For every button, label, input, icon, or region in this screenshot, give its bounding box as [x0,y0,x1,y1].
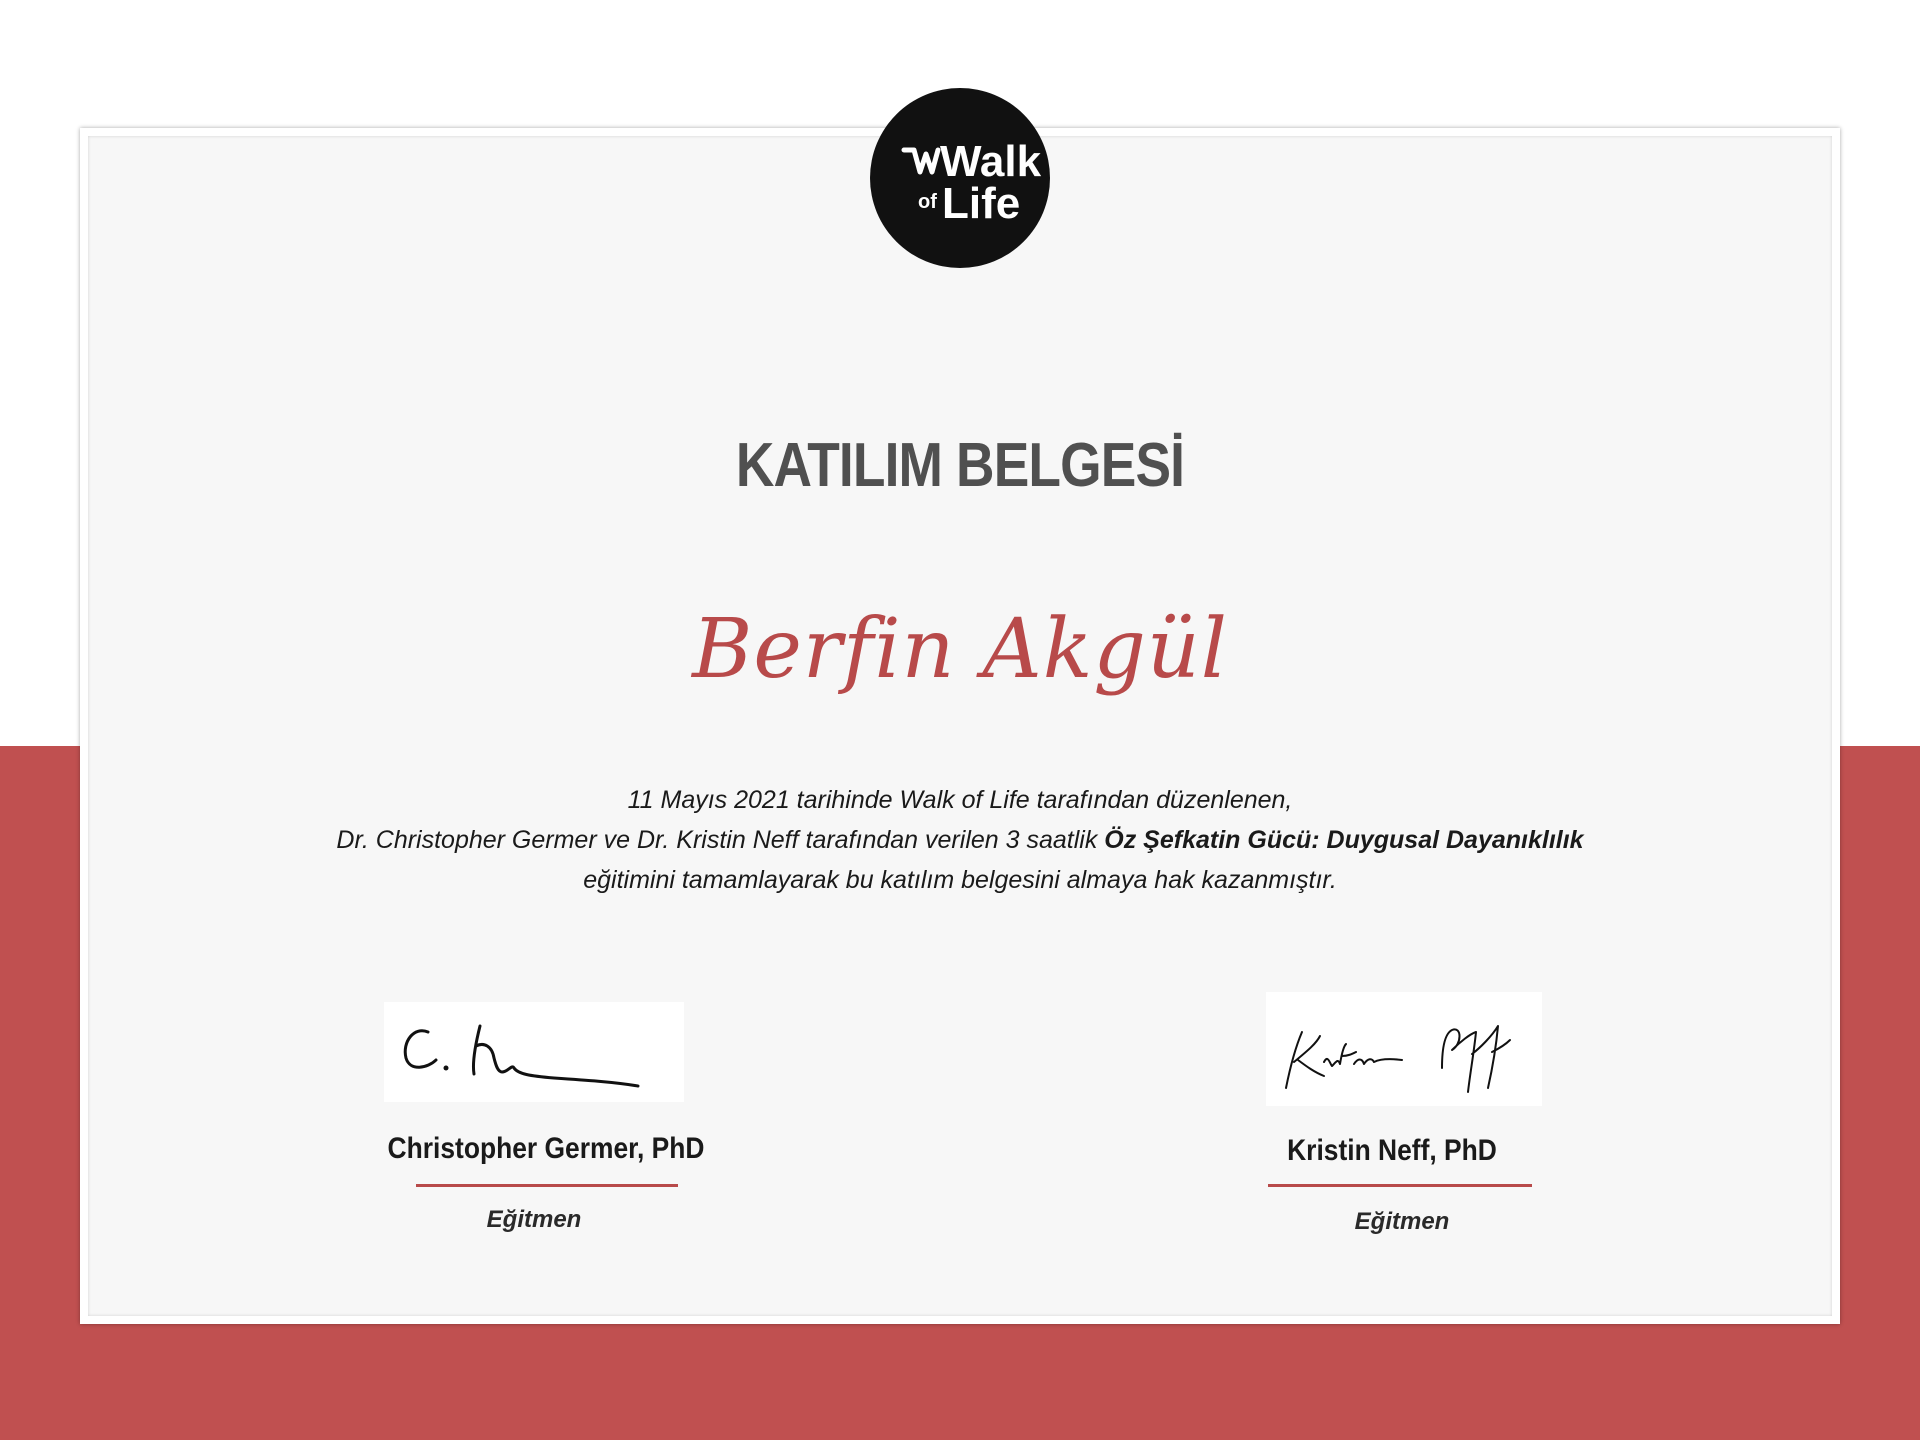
certificate-title: KATILIM BELGESİ [735,431,1185,500]
signatory-role-neff: Eğitmen [1354,1208,1450,1235]
certificate-card [88,136,1832,1316]
course-title: Öz Şefkatin Gücü: Duygusal Dayanıklılık [1104,826,1584,854]
logo-walk-text: Walk [940,137,1042,186]
signature-divider-right [1268,1184,1532,1187]
signature-neff [1266,992,1542,1106]
certificate-body-text [0,780,1920,900]
logo-of-text: of [918,191,937,213]
walk-of-life-logo [870,88,1050,268]
logo-graphic [870,88,1050,268]
signature-divider-left [416,1184,678,1187]
recipient-name: Berfin Akgül [692,602,1228,697]
body-line-3: eğitimini tamamlayarak bu katılım belgesini almaya hak kazanmıştır. [583,866,1337,894]
signatory-name-germer: Christopher Germer, PhD [387,1132,705,1165]
body-line-2-prefix: Dr. Christopher Germer ve Dr. Kristin Neff tarafından verilen 3 saatlik [336,826,1105,854]
handwritten-signature-icon [1266,992,1542,1106]
body-line-1: 11 Mayıs 2021 tarihinde Walk of Life tarafından düzenlenen, [627,786,1293,814]
body-line-2 [0,820,1920,860]
logo-life-text: Life [942,179,1021,228]
signatory-role-germer: Eğitmen [486,1206,582,1233]
signatory-name-neff: Kristin Neff, PhD [1287,1134,1497,1167]
signature-germer [384,1002,684,1102]
handwritten-signature-icon [384,1002,684,1102]
